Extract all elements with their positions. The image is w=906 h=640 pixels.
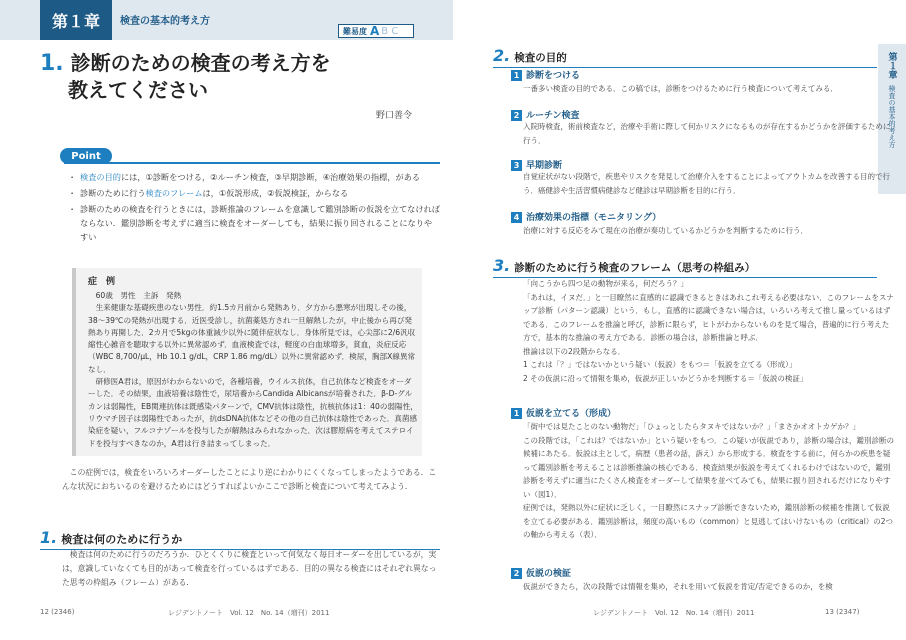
chapter-header — [0, 0, 453, 40]
subsection-body: 治療に対する反応をみて現在の治療が奏功しているかどうかを判断するために行う． — [523, 226, 808, 235]
footer-journal: レジデントノート Vol. 12 No. 14（増刊）2011 — [593, 609, 755, 617]
point-item: ・ 診断のための検査を行うときには，診断推論のフレームを意識して鑑別診断の仮説を立てなければならない．鑑別診断を考えずに適当に検査をオーダーしても，結果に振り回されることになりやすい — [72, 202, 440, 244]
subsection-heading: 1 仮説を立てる（形成） — [511, 406, 616, 419]
author: 野口善令 — [376, 111, 413, 121]
subsection-heading: 3 早期診断 — [511, 158, 562, 171]
case-body — [88, 290, 418, 450]
subsection-heading: 2 仮説の検証 — [511, 566, 571, 579]
section-2-heading: 2. 検査の目的 — [493, 46, 877, 68]
side-chapter-name: 検査の基本的考え方 — [888, 85, 896, 148]
case-line: 研修医A君は，原因がわからないので，各種培養，ウイルス抗体，自己抗体など検査をオーダーした．その結果，血液培養は陰性で，尿培養からCandida Albicansが培養された．β-D-グルカンは弱陽性，EB関連抗体は既感染パターンで，CMV抗体は陰性，抗核抗体は1：40の弱陽性，リウマチ因子は弱陽性であったが，抗dsDNA抗体などその他の自己抗体は陰性であった．真菌感染症を疑い，フルコナゾールを投与したが解熱はみられなかった．次は膠原病を考えてステロイドを投与すべきなのか，A君は行き詰まってしまった． — [88, 377, 418, 448]
footer-page-number: 13 (2347) — [825, 608, 860, 616]
article-title — [40, 50, 440, 104]
section-1-heading — [40, 528, 440, 550]
difficulty-a: A — [370, 24, 380, 38]
point-item: ・ 検査の目的には，①診断をつける，②ルーチン検査，③早期診断，④治療効果の指標，がある — [72, 170, 440, 184]
subsection-heading: 1 診断をつける — [511, 68, 580, 81]
section-number: 1. — [40, 528, 58, 547]
point-item: ・ 診断のために行う検査のフレームは，①仮説形成，②仮説検証，からなる — [72, 186, 440, 200]
case-box — [72, 268, 422, 456]
subsection-heading: 2 ルーチン検査 — [511, 108, 580, 121]
title-line-1: 診断のための検査の考え方を — [70, 51, 331, 75]
intro-text: この症例では，検査をいろいろオーダーしたことにより逆にわかりにくくなってしまったようである．こんな状況におちいるのを避けるためにはどうすればよいかここで診断と検査について考えてみよう． — [62, 468, 437, 491]
subsection-body: 自覚症状がない段階で，疾患やリスクを発見して治療介入をすることによってアウトカムを改善する目的で行う．癌健診や生活習慣病健診など健診は早期診断を目的に行う． — [523, 172, 890, 195]
case-line: 60歳 男性 主訴 発熱 — [95, 291, 182, 300]
title-line-2: 教えてください — [68, 78, 208, 102]
title-number: 1. — [40, 51, 64, 76]
chapter-label: 第１章 — [40, 0, 112, 40]
case-line: 生来健康な基礎疾患のない男性．約1.5カ月前から発熱あり．夕方から悪寒が出現しその後，38～39℃の発熱が出現する．近医受診し，抗菌薬処方され一旦解熱したが，中止後から再び発熱あり再開した．2カ月で5kgの体重減少以外に随伴症状なし．身体所見では，心尖部に2/6汎収縮性心雑音を聴取する以外に異常認めず．血液検査では，軽度の白血球増多，貧血，炎症反応（WBC 8,700/μL，Hb 10.1 g/dL，CRP 1.86 mg/dL）以外に異常認めず．検尿，胸部X線異常なし． — [88, 303, 416, 374]
subsection-heading: 4 治療効果の指標（モニタリング） — [511, 210, 661, 223]
section-title: 検査は何のために行うか — [61, 533, 183, 546]
subsection-body: 仮説ができたら，次の段階では情報を集め，それを用いて仮説を肯定/否定できるのか，を検 — [523, 582, 833, 591]
subsection-body: 入院時検査，術前検査など，治療や手術に際して何かリスクになるものが存在するかどうかを評価するために行う． — [523, 122, 891, 145]
section-3-heading: 3. 診断のために行う検査のフレーム（思考の枠組み） — [493, 256, 877, 278]
case-header: 症 例 — [88, 277, 116, 287]
point-label: Point — [60, 148, 112, 164]
section-3-body: 「向こうから四つ足の動物が来る，何だろう？」 「あれは，イヌだ．」と一目瞭然に直感的に認識できるときはあれこれ考える必要はない．このフレームをスナップ診断（パターン認識）という．もし，直感的に認識できない場合は，いろいろ考えて推し量っているはずである．このフレームを推論と呼び，診断に限らず，ヒトがわからないものを見て場合，普遍的に行う考えた方で，基本的な推論の考え方である．診断の場合は，診断推論と呼ぶ． 推論は以下の2段階からなる． 1 これは「？」ではないかという疑い（仮説）をもつ＝「仮説を立てる（形成）」 2 その仮説に沿って情報を集め，仮説が正しいかどうかを判断する＝「仮説の検証」 — [523, 279, 894, 383]
footer-page-number: 12 (2346) — [40, 608, 75, 616]
chapter-name: 検査の基本的考え方 — [120, 16, 210, 27]
section-1-body: 検査は何のために行うのだろうか．ひとくくりに検査といって何気なく毎日オーダーを出しているが，実は，意識していなくても目的があって検査を行っているはずである．目的の異なる検査にはそれぞれ異なった思考の枠組み（フレーム）がある． — [62, 550, 437, 587]
right-page — [453, 0, 906, 640]
difficulty-bc: B C — [381, 25, 399, 37]
subsection-body: 「街中では見たことのない動物だ」「ひょっとしたらタヌキではないか？」「まさかオオトカゲか？」 この段階では，「これは？ではないか」という疑いをもつ．この疑いが仮説であり，診断の場合は，鑑別診断の候補にあたる．仮説は主として，病歴（患者の話，訴え）から形成する．検査をする前に，何らかの疾患を疑って鑑別診断を考えることは診断推論の核心である．検査結果が仮説を考えてくれるわけではないので，鑑別診断を考えずに適当にたくさん検査をオーダーして結果を並べてみても，結果に振り回されるだけになりやすい（図1）． 症例では，発熱以外に症状に乏しく，一目瞭然にスナップ診断できないため，鑑別診断の候補を推測して仮説を立てる必要がある．鑑別診断は，頻度の高いもの（common）と見逃してはいけないもの（critical）の2つの軸から考える（表）． — [523, 422, 894, 539]
side-chapter: 第１章 — [886, 52, 897, 79]
point-box — [64, 162, 440, 264]
footer-journal: レジデントノート Vol. 12 No. 14（増刊）2011 — [168, 609, 330, 617]
difficulty-label: 難易度 — [343, 26, 367, 36]
subsection-body: 一番多い検査の目的である．この稿では，診断をつけるために行う検査について考えてみる． — [523, 84, 838, 93]
difficulty-badge — [338, 24, 414, 38]
